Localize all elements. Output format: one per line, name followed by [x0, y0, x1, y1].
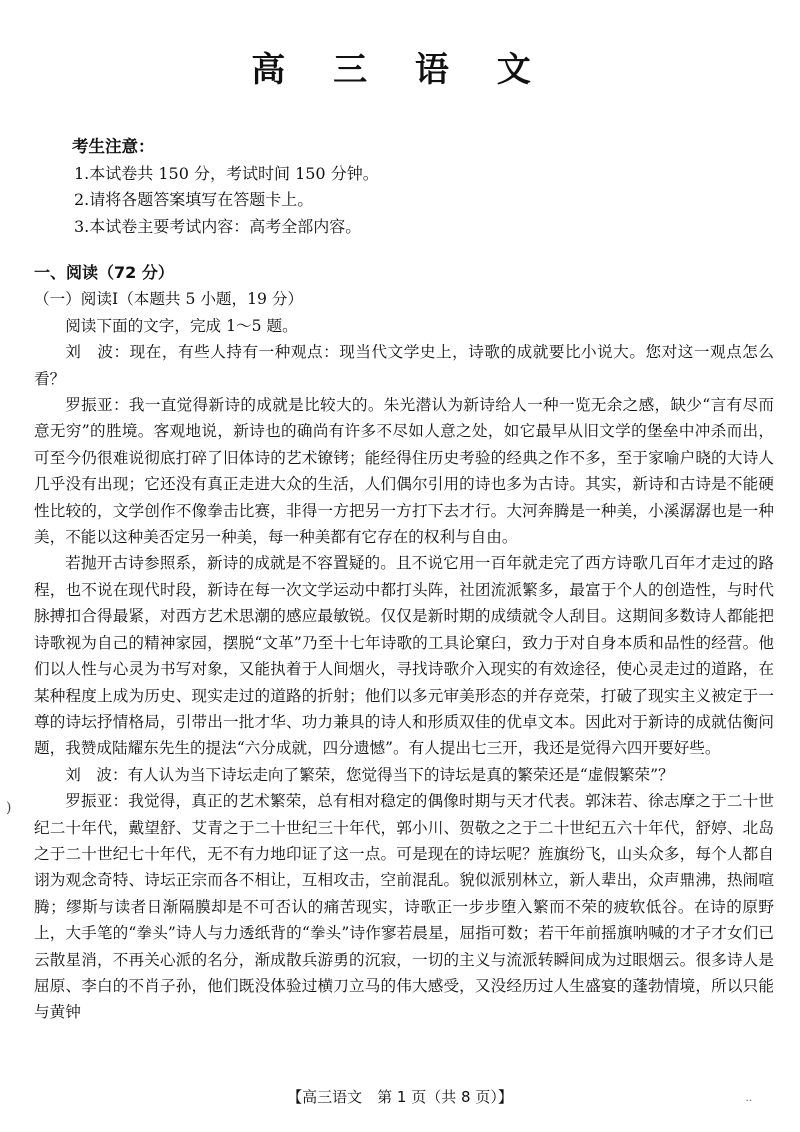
notice-item: 1.本试卷共 150 分，考试时间 150 分钟。 [74, 163, 379, 183]
paragraph: 若抛开古诗参照系，新诗的成就是不容置疑的。且不说它用一百年就走完了西方诗歌几百年才走过的路程，也不说在现代时段，新诗在每一次文学运动中都打头阵，社团流派繁多，最富于个人的创造性，与时代脉搏扣合得最紧，对西方艺术思潮的感应最敏锐。仅仅是新时期的成绩就令人刮目。这期间多数诗人都能把诗歌视为自己的精神家园，摆脱“文革”乃至十七年诗歌的工具论窠臼，致力于对自身本质和品性的经营。他们以人性与心灵为书写对象，又能执着于人间烟火，寻找诗歌介入现实的有效途径，使心灵走过的道路，在某种程度上成为历史、现实走过的道路的折射；他们以多元审美形态的并存竞荣，打破了现实主义被定于一尊的诗坛抒情格局，引带出一批才华、功力兼具的诗人和形质双佳的优卓文本。因此对于新诗的成就估衡问题，我赞成陆耀东先生的提法“六分成就，四分遗憾”。有人提出七三开，我还是觉得六四开要好些。 [34, 554, 774, 758]
corner-mark: ·· [745, 1096, 752, 1107]
margin-mark: ) [6, 800, 12, 816]
notice-item: 3.本试卷主要考试内容：高考全部内容。 [74, 216, 362, 236]
candidate-notice [72, 134, 752, 240]
instruction: 阅读下面的文字，完成 1～5 题。 [65, 316, 298, 335]
notice-heading: 考生注意： [72, 137, 155, 156]
paragraph: 罗振亚：我一直觉得新诗的成就是比较大的。朱光潜认为新诗给人一种一览无余之感，缺少“言有尽而意无穷”的胜境。客观地说，新诗也的确尚有许多不尽如人意之处，如它最早从旧文学的堡垒中冲杀而出，可至今仍很难说彻底打碎了旧体诗的艺术镣铐；能经得住历史考验的经典之作不多，至于家喻户晓的大诗人几乎没有出现；它还没有真正走进大众的生活，人们偶尔引用的诗也多为古诗。其实，新诗和古诗是不能硬性比较的，文学创作不像拳击比赛，非得一方把另一方打下去才行。大河奔腾是一种美，小溪潺潺也是一种美，不能以这种美否定另一种美，每一种美都有它存在的权利与自由。 [34, 396, 774, 547]
exam-title: 高 三 语 文 [251, 50, 549, 90]
paragraph: 罗振亚：我觉得，真正的艺术繁荣，总有相对稳定的偶像时期与天才代表。郭沫若、徐志摩之于二十世纪二十年代，戴望舒、艾青之于二十世纪三十年代，郭小川、贺敬之之于二十世纪五六十年代，舒婷、北岛之于二十世纪七十年代，无不有力地印证了这一点。可是现在的诗坛呢？旌旗纷飞，山头众多，每个人都自诩为观念奇特、诗坛正宗而各不相让，互相攻击，空前混乱。貌似派别林立，新人辈出，众声鼎沸，热闹喧腾；缪斯与读者日渐隔膜却是不可否认的痛苦现实，诗歌正一步步堕入繁而不荣的疲软低谷。在诗的原野上，大手笔的“拳头”诗人与力透纸背的“拳头”诗作寥若晨星，屈指可数；若干年前摇旗呐喊的才子才女们已云散星消，不再关心派的名分，渐成散兵游勇的沉寂，一切的主义与流派转瞬间成为过眼烟云。很多诗人是屈原、李白的不肖子孙，他们既没体验过横刀立马的伟大感受，又没经历过人生盛宴的蓬勃情境，所以只能与黄钟 [34, 792, 774, 1022]
paragraph: 刘 波：现在，有些人持有一种观点：现当代文学史上，诗歌的成就要比小说大。您对这一观点怎么看？ [34, 343, 774, 388]
reading-section [34, 260, 774, 1026]
sub-heading: （一）阅读Ⅰ（本题共 5 小题，19 分） [34, 290, 304, 309]
page-footer: 【高三语文 第 1 页（共 8 页）】 [287, 1088, 513, 1106]
notice-item: 2.请将各题答案填写在答题卡上。 [74, 190, 314, 209]
section-heading: 一、阅读（72 分） [34, 263, 174, 282]
paragraph: 刘 波：有人认为当下诗坛走向了繁荣，您觉得当下的诗坛是真的繁荣还是“虚假繁荣”？ [65, 765, 674, 784]
